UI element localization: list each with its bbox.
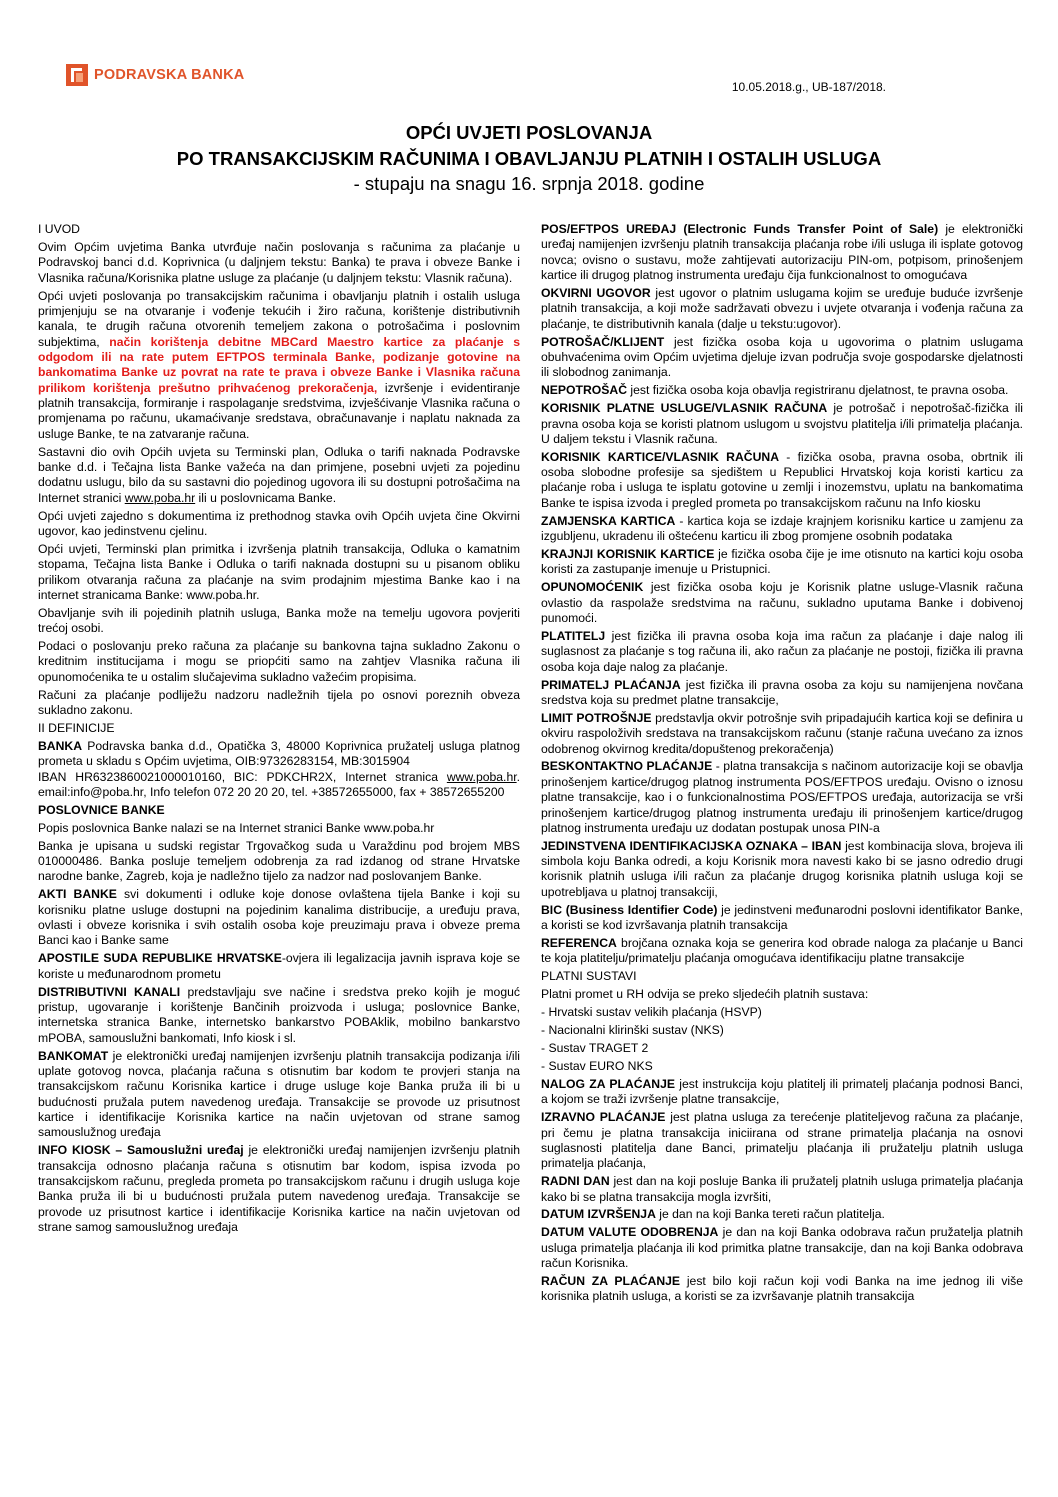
paragraph: Ovim Općim uvjetima Banka utvrđuje način poslovanja s računima za plaćanje u Podravskoj banci d.d. Koprivnica (u daljnjem tekstu: Banka) te prava i obveze Banke i Vlasnika računa/Korisnika platne usluge za plaćanje (u daljnjem tekstu: Vlasnik računa). <box>38 239 520 285</box>
definition-iban: JEDINSTVENA IDENTIFIKACIJSKA OZNAKA – IBAN jest kombinacija slova, brojeva ili simbola koju Banka odredi, a koju Korisnik mora navesti kako bi se jasno odredio drugi korisnik platnih usluga i/ili račun za plaćanje drugog korisnika platnih usluga koji se upotrebljava u platnoj transakciji, <box>541 838 1024 899</box>
list-item: - Hrvatski sustav velikih plaćanja (HSVP) <box>541 1005 762 1020</box>
bank-logo-icon <box>66 64 88 86</box>
definition-pos: POS/EFTPOS UREĐAJ (Electronic Funds Transfer Point of Sale) je elektronički uređaj namijenjen izvršenju platnih transakcija plaćanja robe i/ili usluga ili isplate gotovog novca; ovisno o sustavu, može zahtijevati autorizaciju PIN-om, potpisom, prinošenjem kartice ili drugog platnog instrumenta uređaju čija funkcionalnost to omogućava <box>541 222 1023 283</box>
definition-beskontaktno: BESKONTAKTNO PLAĆANJE - platna transakcija s načinom autorizacije koji se obavlja prinošenjem kartice/drugog platnog instrumenta POS/EFTPOS uređaju. Ovisno o iznosu platne transakcije, kao i o funkcionalnostima POS/EFTPOS uređaja, autorizacija se vrši prinošenjem kartice/drugog platnog instrumenta uređaju ili prinošenjem kartice/drugog platnog instrumenta uređaju uz dodatan postupak unosa PIN-a <box>541 759 1023 835</box>
paragraph: Popis poslovnica Banke nalazi se na Internet stranici Banke www.poba.hr <box>38 820 435 835</box>
definition-platitelj: PLATITELJ jest fizička ili pravna osoba koja ima račun za plaćanje i daje nalog ili suglasnost za plaćanje s tog računa ili, ako račun za plaćanje ne postoji, fizička ili pravna osoba koja daje nalog za plaćanje. <box>541 628 1023 674</box>
title-line-2: PO TRANSAKCIJSKIM RAČUNIMA I OBAVLJANJU PLATNIH I OSTALIH USLUGA <box>176 148 882 169</box>
definition-izravno-placanje: IZRAVNO PLAĆANJE jest platna usluga za terećenje platiteljevog računa za plaćanje, pri čemu je platna transakcija iniciirana od strane primatelja plaćanja na osnovi suglasnosti platitelja dane Banci, primatelju plaćanja ili pružatelju platnih usluga primatelja plaćanja, <box>541 1110 1024 1171</box>
highlighted-text: način korištenja debitne MBCard Maestro kartice za plaćanje s odgodom ili na rate putem EFTPOS terminala Banke, podizanje gotovine na bankomatima Banke uz povrat na rate te prava i obveze Banke i Vlasnika računa prilikom korištenja prešutno prihvaćenog prekoračenja, <box>38 334 520 395</box>
paragraph: Platni promet u RH odvija se preko sljedećih platnih sustava: <box>541 987 869 1002</box>
definition-term: POSLOVNICE BANKE <box>38 802 165 817</box>
definition-apostile: APOSTILE SUDA REPUBLIKE HRVATSKE-ovjera ili legalizacija javnih isprava koje se koriste u međunarodnom prometu <box>38 951 520 981</box>
bank-name: PODRAVSKA BANKA <box>94 67 245 83</box>
definition-datum-valute: DATUM VALUTE ODOBRENJA je dan na koji Banka odobrava račun pružatelja platnih usluga primatelja plaćanja ili kod primitka platne transakcije, dan na koji Banka odobrava račun Korisnika. <box>541 1225 1023 1271</box>
definition-okvirni-ugovor: OKVIRNI UGOVOR jest ugovor o platnim uslugama kojim se uređuje buduće izvršenje platnih transakcija, a koji može sadržavati obvezu i uvjete otvaranja i vođenja računa za plaćanje, te distributivnih kanala (dalje u tekstu:ugovor). <box>541 285 1023 331</box>
section-heading-platni-sustavi: PLATNI SUSTAVI <box>541 969 637 984</box>
definition-opunomocenik: OPUNOMOĆENIK jest fizička osoba koju je Korisnik platne usluge-Vlasnik računa ovlastio da raspolaže sredstvima na računu, sukladno uputama Banke i dobivenoj punomoći. <box>541 580 1023 625</box>
definition-primatelj: PRIMATELJ PLAĆANJA jest fizička ili pravna osoba za koju su namijenjena novčana sredstva koja su predmet platne transakcije, <box>541 677 1023 707</box>
definition-akti: AKTI BANKE svi dokumenti i odluke koje donose ovlaštena tijela Banke i koji su korisniku platne usluge dostupni na pojedinim kanalima distribucije, a uređuju prava, ovlasti i obveze korisnika i svih ostalih osoba koje preuzimaju prava i obveze prema Banci kao i Banke same <box>38 887 520 948</box>
definition-potrosac: POTROŠAČ/KLIJENT jest fizička osoba koja u ugovorima o platnim uslugama obuhvaćenima ovim Općim uvjetima djeluje izvan područja svoje gospodarske djelatnosti ili slobodnog zanimanja. <box>541 334 1023 380</box>
paragraph: Obavljanje svih ili pojedinih platnih usluga, Banka može na temelju ugovora povjeriti trećoj osobi. <box>38 605 520 636</box>
definition-nalog: NALOG ZA PLAĆANJE jest instrukcija koju platitelj ili primatelj plaćanja podnosi Banci, a kojom se traži izvršenje platne transakcije, <box>541 1076 1024 1107</box>
document-title <box>0 120 1058 196</box>
paragraph: Banka je upisana u sudski registar Trgovačkog suda u Varaždinu pod brojem MBS 010000486. Banka posluje temeljem odobrenja za rad izdanog od strane Hrvatske narodne banke, Zagreb, koja je nadležno tijelo za nadzor nad poslovanjem Banke. <box>38 838 520 884</box>
title-line-3: - stupaju na snagu 16. srpnja 2018. godine <box>353 173 705 194</box>
paragraph: Podaci o poslovanju preko računa za plaćanje su bankovna tajna sukladno Zakonu o kreditnim institucijama i mogu se priopćiti samo na zahtjev Vlasnika računa ili opunomoćenika te u ostalim slučajevima sukladno važećim propisima. <box>38 639 520 684</box>
definition-krajnji-korisnik: KRAJNJI KORISNIK KARTICE je fizička osoba čije je ime otisnuto na kartici koju osoba koristi za zastupanje imenuje u Pristupnici. <box>541 547 1023 577</box>
section-heading-definicije: II DEFINICIJE <box>38 721 115 735</box>
website-link[interactable]: www.poba.hr <box>446 769 517 784</box>
paragraph: Opći uvjeti, Terminski plan primitka i izvršenja platnih transakcija, Odluka o kamatnim stopama, Tečajna lista Banke i Odluka o tarifi naknada dostupni su u pisanom obliku prilikom otvaranja računa za plaćanje na svim prodajnim mjestima Banke kao i na internet stranicama Banke: www.poba.hr. <box>38 541 520 602</box>
paragraph: Sastavni dio ovih Općih uvjeta su Terminski plan, Odluka o tarifi naknada Podravske banke d.d. i Tečajna lista Banke važeća na dan primjene, posebni uvjeti za pojedinu dodatnu uslugu, bilo da su sastavni dio pojedinog ugovora ili su dostupni potrošačima na Internet stranici www.poba.hr ili u poslovnicama Banke. <box>38 444 520 505</box>
definition-limit: LIMIT POTROŠNJE predstavlja okvir potrošnje svih pripadajućih kartica koji se definira u okviru raspoloživih sredstava na transakcijskom računu (stanje računa uvećano za iznos odobrenog okvirnog kredita/dopuštenog prekoračenja) <box>541 710 1023 756</box>
definition-racun-za-placanje: RAČUN ZA PLAĆANJE jest bilo koji račun koji vodi Banka na ime jednog ili više korisnika platnih usluga, a koristi se za izvršavanje platnih transakcija <box>541 1274 1023 1304</box>
definition-zamjenska-kartica: ZAMJENSKA KARTICA - kartica koja se izdaje krajnjem korisniku kartice u zamjenu za izgubljenu, ukradenu ili oštećenu karticu ili zbog promjene osobnih podataka <box>541 513 1023 544</box>
definition-banka: BANKA Podravska banka d.d., Opatička 3, 48000 Koprivnica pružatelj usluga platnog prometa u skladu s Općim uvjetima, OIB:97326283154, MB:3015904 IBAN HR6323860021000010160, BIC: PDKCHR2X, Internet stranica www.poba.hr. email:info@poba.hr, Info telefon 072 20 20 20, tel. +38572655000, fax + 38572655200 <box>38 738 520 799</box>
paragraph: Opći uvjeti zajedno s dokumentima iz prethodnog stavka ovih Općih uvjeta čine Okvirni ugovor, kao jedinstvenu cjelinu. <box>38 508 520 538</box>
list-item: - Nacionalni klirinški sustav (NKS) <box>541 1023 724 1038</box>
definition-info-kiosk: INFO KIOSK – Samouslužni uređaj je elektronički uređaj namijenjen izvršenju platnih transakcija odnosno plaćanja računa s otisnutim bar kodom, ispisa izvoda po transakcijskom računu, pregleda prometa po transakcijskom računu i drugih usluga koje Banka pruža ili bi u budućnosti pružala putem navedenog uređaja. Transakcije se provode uz prisutnost kartice i identifikacije Korisnika kartice na način uvjetovan od strane samog samouslužnog uređaja <box>38 1143 520 1234</box>
definition-korisnik-kartice: KORISNIK KARTICE/VLASNIK RAČUNA - fizička osoba, pravna osoba, obrtnik ili osoba slobodne profesije sa sjedištem u Republici Hrvatskoj koja koristi karticu za plaćanje roba i usluga te isplatu gotovine u zemlji i inozemstvu, uplatu na bankomatima Banke te ispisa izvoda i pregled prometa po transakcijskom računu na Info kiosku <box>541 449 1023 510</box>
definition-korisnik: KORISNIK PLATNE USLUGE/VLASNIK RAČUNA je potrošač i nepotrošač-fizička ili pravna osoba koja se koristi platnom uslugom u svojstvu platitelja i/ili primatelja plaćanja. U daljem tekstu i Vlasnik računa. <box>541 401 1024 446</box>
right-column <box>541 222 1023 1307</box>
website-link[interactable]: www.poba.hr <box>124 490 196 505</box>
bank-logo <box>66 64 244 86</box>
title-line-1: OPĆI UVJETI POSLOVANJA <box>405 122 653 143</box>
left-column <box>38 222 520 1238</box>
list-item: - Sustav EURO NKS <box>541 1059 653 1073</box>
definition-distributivni-kanali: DISTRIBUTIVNI KANALI predstavljaju sve načine i sredstva preko kojih je moguć pristup, ugovaranje i korištenje Bančinih proizvoda i usluga; poslovnice Banke, internetska stranica Banke, internetsko bankarstvo POBAklik, mobilno bankarstvo mPOBA, samouslužni bankomati, Info kiosk i sl. <box>38 984 520 1045</box>
definition-radni-dan: RADNI DAN jest dan na koji posluje Banka ili pružatelj platnih usluga primatelja plaćanja kako bi se platna transakcija mogla izvršiti, <box>541 1174 1023 1204</box>
definition-referenca: REFERENCA brojčana oznaka koja se generira kod obrade naloga za plaćanje u Banci te koja platitelju/primatelju plaćanja omogućava identifikaciju platne transakcije <box>541 936 1023 966</box>
list-item: - Sustav TRAGET 2 <box>541 1041 649 1056</box>
definition-bankomat: BANKOMAT je elektronički uređaj namijenjen izvršenju platnih transakcija podizanja i/ili uplate gotovog novca, plaćanja računa s otisnutim bar kodom te provjeri stanja na transakcijskom računu Korisnika kartice i druge usluge koje Banka pruža ili bi u budućnosti pružala putem navedenog uređaja. Transakcije se provode uz prisutnost kartice i identifikacije Korisnika kartice na način uvjetovan od strane samog samouslužnog uređaja <box>38 1048 520 1140</box>
definition-nepotrosac: NEPOTROŠAČ jest fizička osoba koja obavlja registriranu djelatnost, te pravna osoba. <box>541 383 1009 398</box>
section-heading-uvod: I UVOD <box>38 222 80 236</box>
definition-bic: BIC (Business Identifier Code) je jedinstveni međunarodni poslovni identifikator Banke, a koristi se kod izvršavanja platnih transakcija <box>541 902 1023 933</box>
definition-datum-izvrsenja: DATUM IZVRŠENJA je dan na koji Banka tereti račun platitelja. <box>541 1207 885 1222</box>
paragraph: Opći uvjeti poslovanja po transakcijskim računima i obavljanju platnih i ostalih usluga primjenjuju se na otvaranje i vođenje tekućih i žiro računa, korištenje distributivnih kanala, te drugih računa otvorenih temeljem zakona o potrošačima i poslovnim subjektima, način korištenja debitne MBCard Maestro kartice za plaćanje s odgodom ili na rate putem EFTPOS terminala Banke, podizanje gotovine na bankomatima Banke uz povrat na rate te prava i obveze Banke i Vlasnika računa prilikom korištenja prešutno prihvaćenog prekoračenja, izvršenje i evidentiranje platnih transakcija, formiranje i raspolaganje sredstvima, izvješćivanje Vlasnika računa o promjenama po računu, ukamaćivanje sredstava, obračunavanje i naplatu naknada za usluge Banke, te na zatvaranje računa. <box>38 288 520 441</box>
paragraph: Računi za plaćanje podliježu nadzoru nadležnih tijela po osnovi poreznih obveza sukladno zakonu. <box>38 687 520 718</box>
document-reference: 10.05.2018.g., UB-187/2018. <box>731 80 886 94</box>
